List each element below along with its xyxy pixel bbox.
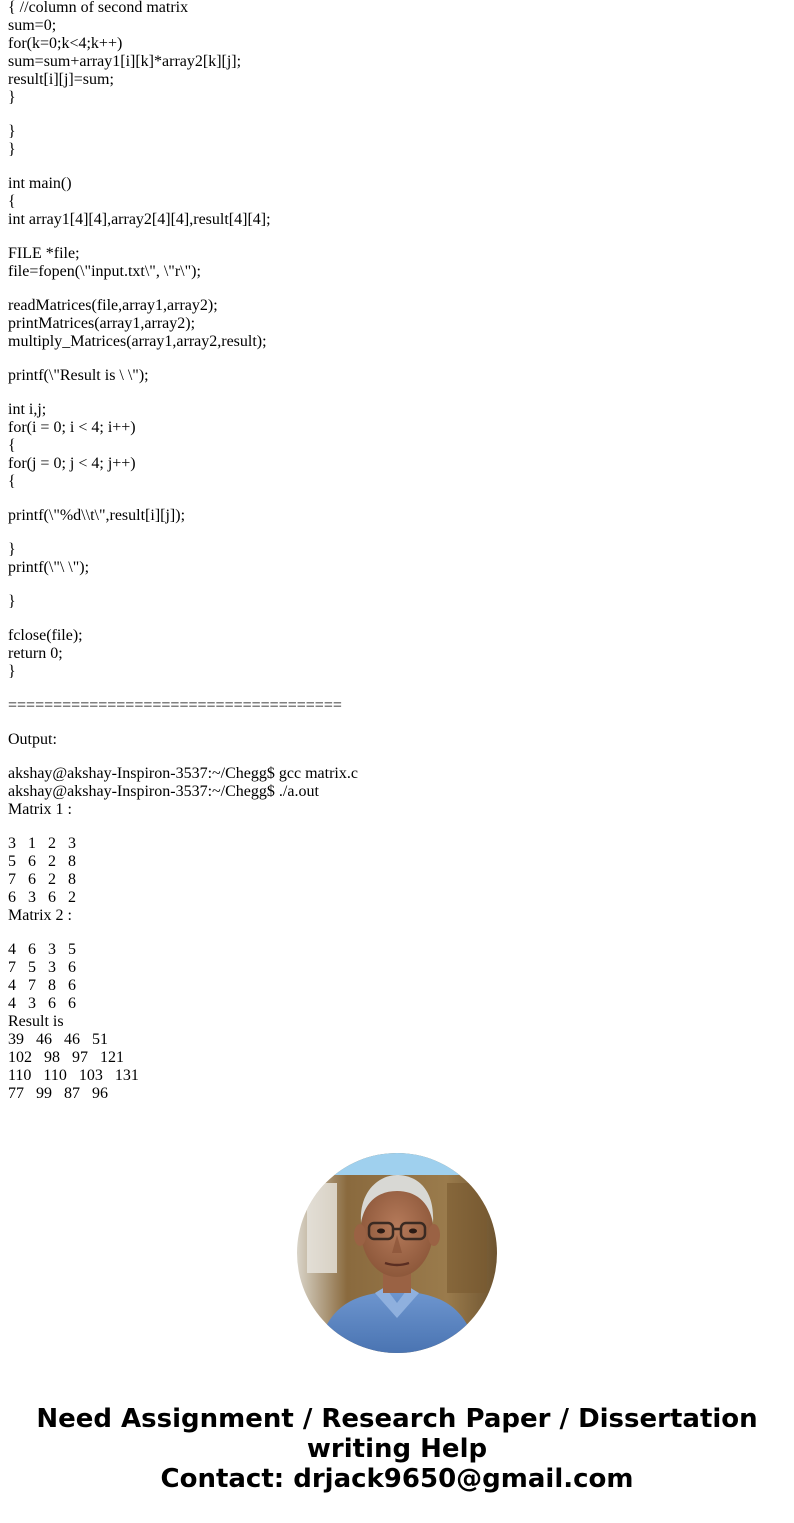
code-line: 4 3 6 6: [8, 995, 76, 1012]
code-line: file=fopen(\"input.txt\", \"r\");: [8, 263, 201, 280]
blank-line: [8, 385, 788, 401]
code-line: 77 99 87 96: [8, 1085, 108, 1102]
blank-line: [8, 577, 788, 593]
blank-line: [8, 681, 788, 697]
code-line: 3 1 2 3: [8, 835, 76, 852]
code-line: }: [8, 123, 16, 140]
code-line: int main(): [8, 175, 72, 192]
code-line: }: [8, 89, 16, 106]
blank-line: [8, 525, 788, 541]
blank-line: [8, 107, 788, 123]
code-line: 110 110 103 131: [8, 1067, 139, 1084]
blank-line: [8, 351, 788, 367]
code-line: 4 7 8 6: [8, 977, 76, 994]
code-line: printf(\"\ \");: [8, 559, 90, 576]
code-line: akshay@akshay-Inspiron-3537:~/Chegg$ gcc matrix.c: [8, 765, 358, 782]
contact-email-line: Contact: drjack9650@gmail.com: [160, 1464, 634, 1494]
code-line: multiply_Matrices(array1,array2,result);: [8, 333, 267, 350]
code-line: Matrix 1 :: [8, 801, 72, 818]
code-line: }: [8, 593, 16, 610]
blank-line: [8, 491, 788, 507]
author-avatar: [297, 1153, 497, 1353]
code-line: }: [8, 541, 16, 558]
blank-line: [8, 925, 788, 941]
code-line: int array1[4][4],array2[4][4],result[4][4];: [8, 211, 271, 228]
footer-line-1: Need Assignment / Research Paper / Dissertation: [36, 1404, 758, 1434]
blank-line: [8, 281, 788, 297]
blank-line: [8, 159, 788, 175]
code-line: Result is: [8, 1013, 64, 1030]
code-line: FILE *file;: [8, 245, 80, 262]
code-line: }: [8, 141, 16, 158]
code-line: for(j = 0; j < 4; j++): [8, 455, 136, 472]
code-line: readMatrices(file,array1,array2);: [8, 297, 218, 314]
code-line: Output:: [8, 731, 57, 748]
blank-line: [8, 715, 788, 731]
code-line: Matrix 2 :: [8, 907, 72, 924]
code-line: 5 6 2 8: [8, 853, 76, 870]
code-line: }: [8, 663, 16, 680]
blank-line: [8, 749, 788, 765]
code-line: return 0;: [8, 645, 63, 662]
code-line: { //column of second matrix: [8, 0, 189, 16]
blank-line: [8, 819, 788, 835]
code-line: int i,j;: [8, 401, 47, 418]
code-line: 39 46 46 51: [8, 1031, 108, 1048]
code-line: {: [8, 437, 16, 454]
footer-line-2: writing Help: [306, 1434, 488, 1464]
code-line: for(k=0;k<4;k++): [8, 35, 123, 52]
code-line: sum=sum+array1[i][k]*array2[k][j];: [8, 53, 242, 70]
code-line: =====================================: [8, 697, 342, 714]
blank-line: [8, 611, 788, 627]
code-listing: [8, 0, 788, 1103]
code-line: fclose(file);: [8, 627, 83, 644]
code-line: printf(\"Result is \ \");: [8, 367, 149, 384]
code-line: akshay@akshay-Inspiron-3537:~/Chegg$ ./a.out: [8, 783, 319, 800]
code-line: sum=0;: [8, 17, 57, 34]
code-line: 4 6 3 5: [8, 941, 76, 958]
code-line: 6 3 6 2: [8, 889, 76, 906]
code-line: result[i][j]=sum;: [8, 71, 114, 88]
code-line: printf(\"%d\\t\",result[i][j]);: [8, 507, 186, 524]
promo-footer: [0, 1404, 794, 1494]
blank-line: [8, 229, 788, 245]
code-line: 7 6 2 8: [8, 871, 76, 888]
code-line: 102 98 97 121: [8, 1049, 124, 1066]
code-line: 7 5 3 6: [8, 959, 76, 976]
code-line: printMatrices(array1,array2);: [8, 315, 196, 332]
code-line: for(i = 0; i < 4; i++): [8, 419, 136, 436]
code-line: {: [8, 473, 16, 490]
code-line: {: [8, 193, 16, 210]
person-portrait-image: [297, 1153, 497, 1353]
